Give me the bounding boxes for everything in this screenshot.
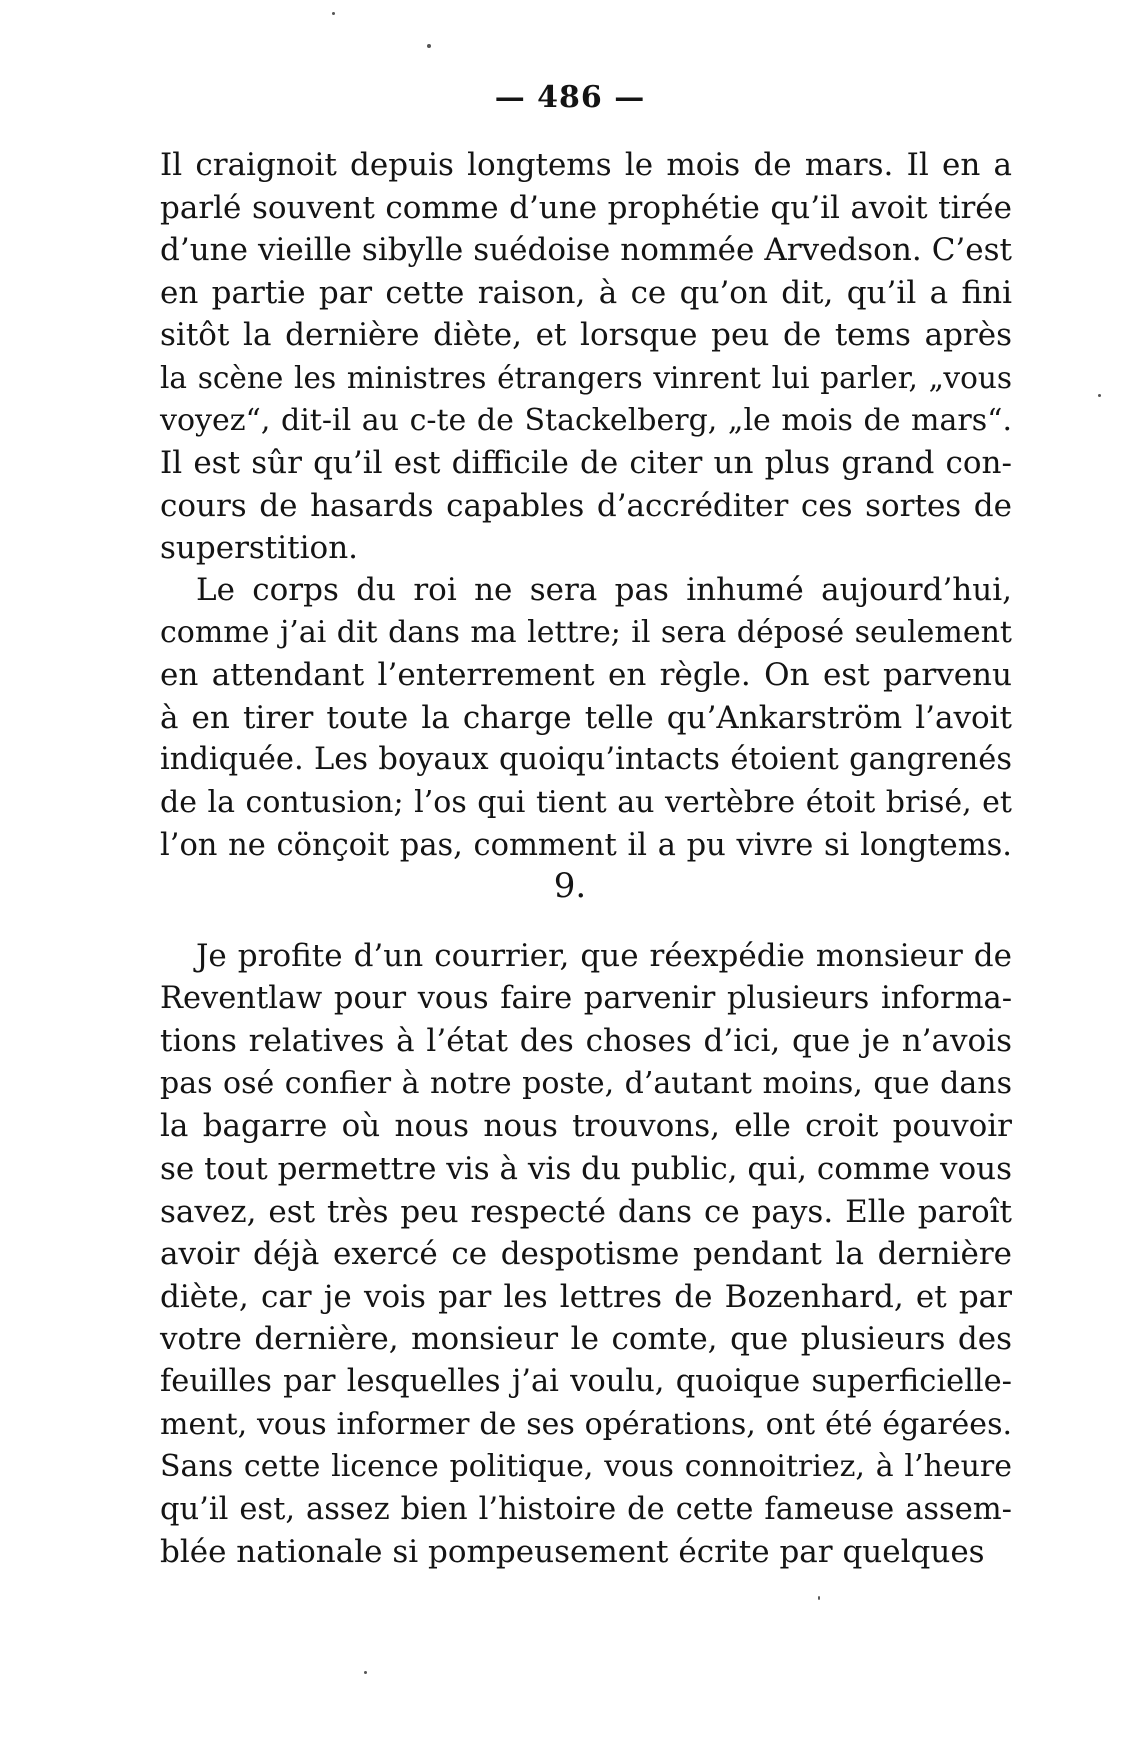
paper-speck — [427, 44, 431, 48]
text-line: de la contusion; l’os qui tient au vertèbre étoit brisé, et — [160, 784, 1012, 820]
text-line: Reventlaw pour vous faire parvenir plusieurs informa- — [160, 980, 1012, 1016]
text-line: qu’il est, assez bien l’histoire de cette fameuse assem- — [160, 1491, 1012, 1527]
text-line: en attendant l’enterrement en règle. On est parvenu — [160, 657, 1012, 694]
text-line: Sans cette licence politique, vous connoitriez, à l’heure — [160, 1449, 1012, 1485]
text-line: indiquée. Les boyaux quoiqu’intacts étoient gangrenés — [160, 742, 1012, 778]
text-line: Il est sûr qu’il est difficile de citer un plus grand con- — [160, 445, 1012, 482]
text-line: Le corps du roi ne sera pas inhumé aujourd’hui, — [196, 572, 1012, 608]
text-line: parlé souvent comme d’une prophétie qu’il avoit tirée — [160, 189, 1012, 226]
paper-speck — [332, 12, 335, 15]
text-line: ment, vous informer de ses opérations, ont été égarées. — [160, 1406, 1012, 1442]
text-line: tions relatives à l’état des choses d’ici, que je n’avois — [160, 1023, 1012, 1060]
text-line: pas osé confier à notre poste, d’autant moins, que dans — [160, 1065, 1012, 1101]
text-line: sitôt la dernière diète, et lorsque peu de tems après — [160, 317, 1012, 354]
paper-speck — [1098, 394, 1101, 397]
text-line: comme j’ai dit dans ma lettre; il sera déposé seulement — [160, 614, 1012, 650]
text-line: voyez“, dit-il au c-te de Stackelberg, „le mois de mars“. — [160, 402, 1012, 438]
paragraph-2 — [160, 569, 1012, 867]
text-line: votre dernière, monsieur le comte, que plusieurs des — [160, 1321, 1012, 1358]
paragraph-3 — [160, 935, 1012, 1574]
section-number: 9. — [553, 866, 587, 906]
text-line: la scène les ministres étrangers vinrent lui parler, „vous — [160, 360, 1012, 395]
page-number: — 486 — — [494, 80, 646, 115]
text-line: avoir déjà exercé ce despotisme pendant la dernière — [160, 1236, 1012, 1273]
paper-speck — [818, 1596, 820, 1600]
text-line: en partie par cette raison, à ce qu’on dit, qu’il a fini — [160, 274, 1012, 311]
text-line: Il craignoit depuis longtems le mois de mars. Il en a — [160, 147, 1012, 183]
text-line: savez, est très peu respecté dans ce pays. Elle paroît — [160, 1193, 1012, 1230]
text-line: Je profite d’un courrier, que réexpédie monsieur de — [196, 938, 1012, 974]
paragraph-1 — [160, 144, 1012, 570]
text-line: cours de hasards capables d’accréditer ces sortes de — [160, 487, 1012, 524]
text-line: superstition. — [160, 530, 359, 567]
text-line: feuilles par lesquelles j’ai voulu, quoique superficielle- — [160, 1363, 1012, 1399]
text-line: l’on ne cönçoit pas, comment il a pu vivre si longtems. — [160, 827, 1012, 863]
paper-speck — [364, 1671, 367, 1674]
text-line: d’une vieille sibylle suédoise nommée Arvedson. C’est — [160, 232, 1012, 269]
text-line: se tout permettre vis à vis du public, qui, comme vous — [160, 1150, 1012, 1187]
text-line: diète, car je vois par les lettres de Bozenhard, et par — [160, 1278, 1012, 1315]
text-line: la bagarre où nous nous trouvons, elle croit pouvoir — [160, 1108, 1012, 1145]
text-line: à en tirer toute la charge telle qu’Ankarström l’avoit — [160, 699, 1012, 736]
text-line: blée nationale si pompeusement écrite par quelques — [160, 1534, 985, 1571]
